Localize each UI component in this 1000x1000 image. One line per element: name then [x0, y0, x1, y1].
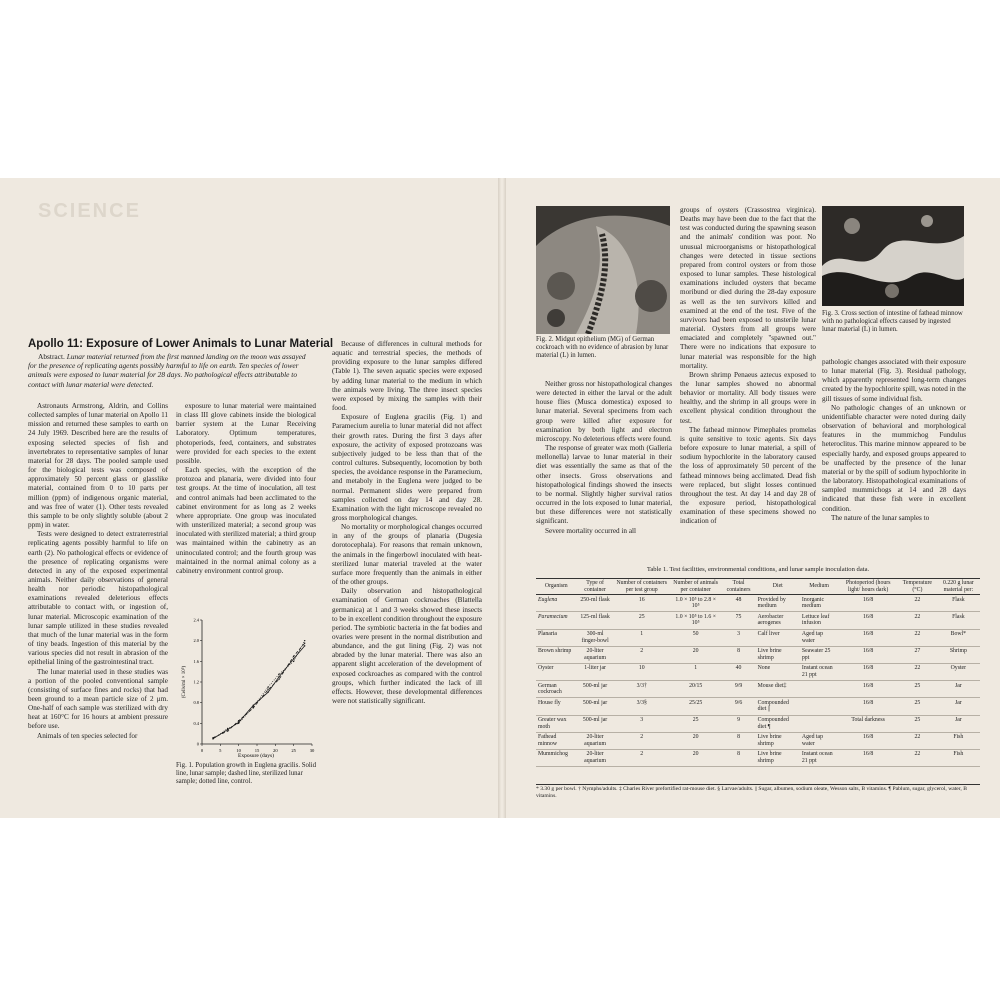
data-point [267, 686, 268, 687]
table-cell [800, 681, 838, 698]
table-cell: 300-ml finger-bowl [577, 629, 614, 646]
table-cell: 8 [722, 646, 756, 663]
column-4 [536, 380, 672, 536]
table-cell: Bowl* [937, 629, 980, 646]
table-cell: Live brine shrimp [756, 732, 800, 749]
x-tick-label: 15 [254, 748, 260, 753]
table-cell: 16/8 [838, 732, 898, 749]
paragraph: Brown shrimp Penaeus aztecus exposed to the lunar samples showed no abnormal behavior or mortality. All body tissues were healthy, and the shrimp in all groups were in excellent physical condition throughout the test. [680, 370, 816, 425]
table-header-cell: Temperature (°C) [898, 579, 937, 595]
data-point [304, 645, 305, 646]
table-cell: Greater wax moth [536, 715, 577, 732]
x-axis-label: Exposure (days) [238, 753, 274, 759]
figure-1-caption: Fig. 1. Population growth in Euglena gracilis. Solid line, lunar sample; dashed line, sterilized lunar sample; dotted line, control. [176, 762, 317, 786]
table-cell: 16 [614, 595, 670, 612]
table-cell: Live brine shrimp [756, 749, 800, 766]
table-cell: Fish [937, 749, 980, 766]
table-cell: Shrimp [937, 646, 980, 663]
data-point [293, 661, 294, 662]
paragraph: No pathologic changes of an unknown or unidentifiable character were noted during daily observation of behavioral and morphological features in the mummichog Fundulus heteroclitus. This marine minnow appeared to be especially hardy, and exposed groups appeared to be unaffected by the presence of the lunar material or by the spill of sodium hypochlorite in the laboratory. Histopathological examinations of sampled mummichogs at 14 and 28 days indicated that these fish were in excellent condition. [822, 403, 966, 513]
table-header-cell: Number of containers per test group [614, 579, 670, 595]
paragraph: exposure to lunar material were maintained in class III glove cabinets inside the biological barrier system at the Lunar Receiving Laboratory. Optimum temperatures, photoperiods, feed, containers, and substrates were provided for each species to the extent possible. [176, 402, 316, 465]
table-cell: Oyster [937, 663, 980, 680]
figure-2-caption: Fig. 2. Midgut epithelium (MG) of German cockroach with no evidence of abrasion by lunar material (L) in lumen. [536, 336, 669, 360]
table-cell: 25 [898, 715, 937, 732]
paragraph: Tests were designed to detect extraterrestrial replicating agents possibly harmful to life on earth (2). No pathological effects or evidence of the presence of replicating organisms were detected in any of the exposed experimental animals. Neither daily observations of general health nor periodic histopathological examinations revealed deleterious effects attributable to contact with, or ingestion of, lunar material. Microscopic examination of the lunar sample utilized in these studies revealed that much of the lunar material was in the form of tiny beads. Ingestion of this material by the various species did not result in abrasion of the epithelial lining of the gastrointestinal tract. [28, 530, 168, 667]
table-cell: 25 [898, 681, 937, 698]
abstract-label: Abstract. [38, 352, 65, 361]
data-point [212, 738, 213, 739]
table-header-cell: Organism [536, 579, 577, 595]
table-cell: 22 [898, 595, 937, 612]
data-point [267, 692, 268, 693]
table-cell: 20 [670, 732, 722, 749]
figure-3-micrograph [822, 206, 964, 306]
table-row [536, 595, 980, 612]
y-tick-label: 0.4 [193, 720, 199, 726]
table-cell: 1 [614, 629, 670, 646]
x-tick-label: 0 [200, 748, 204, 753]
table-cell: 3 [722, 629, 756, 646]
data-point [238, 720, 239, 721]
table-cell: 9/9 [722, 681, 756, 698]
table-cell: 20-liter aquarium [577, 646, 614, 663]
table-body [536, 595, 980, 767]
table-header-row [536, 579, 980, 595]
table-cell: 8 [722, 749, 756, 766]
data-point [304, 640, 305, 641]
figure-3-caption: Fig. 3. Cross section of intestine of fathead minnow with no pathological effects caused by ingested lunar material (L) in lumen. [822, 310, 963, 334]
table-cell: Lettuce leaf infusion [800, 612, 838, 629]
article-title: Apollo 11: Exposure of Lower Animals to Lunar Material [28, 338, 334, 350]
table-cell: 40 [722, 663, 756, 680]
y-tick-label: 0 [196, 741, 199, 747]
data-point [278, 676, 279, 677]
table-cell [800, 715, 838, 732]
table-cell: 16/8 [838, 749, 898, 766]
chart-axes [194, 618, 316, 754]
series-line-dashed [213, 643, 305, 738]
table-row [536, 663, 980, 680]
paragraph: The nature of the lunar samples to [831, 513, 930, 522]
table-cell: 3 [614, 715, 670, 732]
paragraph: Animals of ten species selected for [37, 731, 138, 740]
table-row [536, 715, 980, 732]
table-cell: Euglena [536, 595, 577, 612]
table-row [536, 698, 980, 715]
table-cell: 16/8 [838, 663, 898, 680]
table-cell: 1.0 × 10⁵ to 2.8 × 10⁵ [670, 595, 722, 612]
paragraph: Severe mortality occurred in all [545, 526, 637, 535]
table-cell: Brown shrimp [536, 646, 577, 663]
table-cell: 25 [670, 715, 722, 732]
paragraph: pathologic changes associated with their exposure to lunar material (Fig. 3). Residual pathology, which apparently represented long-term changes created by the hypochlorite spill, was noted in the gill tissues of some individual fish. [822, 358, 966, 403]
table-cell: Aerobacter aerogenes [756, 612, 800, 629]
table-cell: Fathead minnow [536, 732, 577, 749]
column-1 [28, 402, 168, 741]
table-cell: 500-ml jar [577, 715, 614, 732]
table-cell: Compounded diet ¶ [756, 715, 800, 732]
figure-1-chart [176, 612, 320, 760]
table-cell: Instant ocean 21 ppt [800, 663, 838, 680]
paragraph: No mortality or morphological changes occurred in any of the groups of planaria (Dugesia dorotocephala). For reasons that remain unknown, the animals in the fingerbowl inoculated with heat-sterilized lunar material traveled at the water surface more frequently than the animals in either of the other groups. [332, 523, 482, 587]
table-row [536, 681, 980, 698]
table-cell: 50 [670, 629, 722, 646]
table-cell: 75 [722, 612, 756, 629]
table-cell: 27 [898, 646, 937, 663]
y-tick-label: 1.2 [193, 679, 199, 685]
table-header-cell: Type of container [577, 579, 614, 595]
y-tick-label: 2.4 [193, 617, 199, 623]
table-cell: 2 [614, 646, 670, 663]
table-cell: 500-ml jar [577, 698, 614, 715]
data-point [227, 728, 228, 729]
table-cell: 3/3† [614, 681, 670, 698]
table-cell: House fly [536, 698, 577, 715]
table-cell: 25 [614, 612, 670, 629]
table-cell: Oyster [536, 663, 577, 680]
table-cell: 1.0 × 10⁵ to 1.6 × 10⁵ [670, 612, 722, 629]
table-cell: 250-ml flask [577, 595, 614, 612]
table-cell: Aged tap water [800, 732, 838, 749]
table-cell: Jar [937, 681, 980, 698]
table-cell: 1-liter jar [577, 663, 614, 680]
table-header-cell: Diet [756, 579, 800, 595]
table-cell: Flask [937, 612, 980, 629]
table-cell: Instant ocean 21 ppt [800, 749, 838, 766]
table-cell: Compounded diet || [756, 698, 800, 715]
table-cell: 20-liter aquarium [577, 749, 614, 766]
paragraph: Each species, with the exception of the protozoa and planaria, were divided into four test groups. At the time of inoculation, all test and control animals had been acclimated to the cabinet environment for as long as 2 weeks where appropriate. One group was inoculated with unsterilized material; a second group was inoculated with sterilized material; a third group was maintained within the cabinetry as an uninoculated control; and the fourth group was maintained in the normal animal colony as a cabinetry environment control group. [176, 466, 316, 575]
table-cell: 25 [898, 698, 937, 715]
table-cell: 9/6 [722, 698, 756, 715]
data-point [304, 643, 305, 644]
data-point [278, 674, 279, 675]
table-cell: Live brine shrimp [756, 646, 800, 663]
table-header-cell: Medium [800, 579, 838, 595]
paragraph: Neither gross nor histopathological changes were detected in either the larval or the adult house flies (Musca domestica) exposed to lunar material. Several specimens from each group were killed after exposure for examination by both light and electron microscopy. No deleterious effects were found. [536, 380, 672, 443]
paragraph: The fathead minnow Pimephales promelas is quite sensitive to toxic agents. Six days before exposure to lunar material, a spill of sodium hypochlorite in the laboratory caused the loss of approximately 50 percent of the fathead minnows being acclimated. Dead fish were replaced, but slight losses continued throughout the test. At day 14 and day 28 of the exposure period, histopathological examination of these specimens showed no indication of [680, 425, 816, 526]
x-tick-label: 30 [309, 748, 315, 753]
y-tick-label: 2.0 [193, 638, 199, 644]
table-row [536, 646, 980, 663]
table-cell: 16/8 [838, 646, 898, 663]
table-cell: 2 [614, 749, 670, 766]
table-cell: 125-ml flask [577, 612, 614, 629]
table-caption: Table 1. Test facilities, environmental conditions, and lunar sample inoculation data. [646, 566, 870, 573]
table-cell: 8 [722, 732, 756, 749]
abstract-text: Lunar material returned from the first manned landing on the moon was assayed for the presence of replicating agents possibly harmful to life on earth. Ten species of lower animals were exposed to lunar material for 28 days. No pathological effects attributable to contact with lunar material were detected. [28, 352, 306, 389]
table-cell: Total darkness [838, 715, 898, 732]
table-cell: 22 [898, 663, 937, 680]
data-point [238, 723, 239, 724]
paragraph: Because of differences in cultural methods for aquatic and terrestrial species, the methods of providing exposure to the lunar samples differed (Table 1). The seven aquatic species were exposed by adding lunar material to the medium in which the animals were living. The three insect species were exposed by mixing the samples with their food. [332, 340, 482, 413]
paragraph: The lunar material used in these studies was a portion of the pooled conventional sample (consisting of surface fines and rocks) that had been ground to a mean particle size of 2 μm. One-half of each sample was sterilized with dry heat at 160°C for 16 hours at ambient pressure before use. [28, 667, 168, 731]
table-cell: Mummichog [536, 749, 577, 766]
table-cell: Mouse diet‡ [756, 681, 800, 698]
data-point [267, 689, 268, 690]
table-cell: 1 [670, 663, 722, 680]
table-cell: Fish [937, 732, 980, 749]
table-header-cell: Number of animals per container [670, 579, 722, 595]
table-cell: Seawater 25 ppt [800, 646, 838, 663]
masthead-ghost: SCIENCE [38, 200, 141, 222]
table-cell: None [756, 663, 800, 680]
table-cell: German cockroach [536, 681, 577, 698]
table-1 [536, 578, 980, 767]
table-cell: Inorganic medium [800, 595, 838, 612]
data-point [253, 706, 254, 707]
table-cell [800, 698, 838, 715]
table-cell: Flask [937, 595, 980, 612]
series-line-dotted [213, 641, 305, 739]
paragraph: Daily observation and histopathological examination of German cockroaches (Blattella germanica) at 1 and 3 weeks showed these insects to be in excellent condition throughout the exposure period. The symbiotic bacteria in the fat bodies and ovaries were present in the normal distribution and abundance, and the gut lining (Fig. 2) was not abraded by the lunar material. There was also an apparent slight acceleration of the development of exposed cockroaches as compared with the control groups, which further indicated the lack of ill effects. However, these developmental differences were not statistically significant. [332, 587, 482, 706]
y-tick-label: 0.8 [193, 700, 199, 706]
table-cell: Calf liver [756, 629, 800, 646]
y-axis-label: (Cells/ml × 10⁵) [182, 665, 187, 699]
data-point [278, 679, 279, 680]
table-cell: 20 [670, 749, 722, 766]
table-cell: 16/8 [838, 629, 898, 646]
table-cell: 22 [898, 732, 937, 749]
table-cell: 16/8 [838, 698, 898, 715]
table-cell: 16/8 [838, 612, 898, 629]
table-header-cell: Total containers [722, 579, 756, 595]
gutter [498, 178, 506, 818]
paragraph: groups of oysters (Crassostrea virginica). Deaths may have been due to the fact that the test was conducted during the spawning season and the animals' condition was poor. No unusual microorganisms or histopathological changes were detected in tissue sections prepared from control oysters or from those exposed to lunar samples. These histological examinations included oysters that became moribund or died during the 28-day exposure as well as the ten survivors killed and examined at the end of the test. Five of the survivors had been exposed to unsterile lunar material. Oysters from all groups were emaciated and completely "spawned out." There were no indications that exposure to lunar material was responsible for the high mortality. [680, 206, 816, 370]
table-cell: Jar [937, 698, 980, 715]
x-tick-label: 20 [273, 748, 278, 753]
table-cell: Jar [937, 715, 980, 732]
paragraph: The response of greater wax moth (Galleria mellonella) larvae to lunar material in their diet was essentially the same as that of the other insects. Gross observations and histopathological findings showed the insects to be normal. Slightly higher survival ratios occurred in the lots exposed to lunar material, but these differences were not statistically significant. [536, 444, 672, 526]
table-row [536, 732, 980, 749]
table-cell: 16/8 [838, 681, 898, 698]
table-row [536, 749, 980, 766]
table-cell: Paramecium [536, 612, 577, 629]
table-header-cell: 0.220 g lunar material per: [937, 579, 980, 595]
table-cell: 20-liter aquarium [577, 732, 614, 749]
column-6 [822, 358, 966, 523]
table-cell: 22 [898, 612, 937, 629]
table-cell: 48 [722, 595, 756, 612]
x-tick-label: 10 [236, 748, 241, 753]
column-2 [176, 402, 316, 576]
table-cell: 500-ml jar [577, 681, 614, 698]
table-cell: Planaria [536, 629, 577, 646]
table-cell: 20 [670, 646, 722, 663]
data-point [227, 730, 228, 731]
table-cell: 25/25 [670, 698, 722, 715]
x-tick-label: 5 [219, 748, 222, 753]
figure-2-micrograph [536, 206, 670, 334]
y-tick-label: 1.6 [193, 658, 199, 664]
table-cell: Aged tap water [800, 629, 838, 646]
table-footnote: * 3.30 g per bowl. † Nymphs/adults. ‡ Charles River prefortified rat-mouse diet. § Larvae/adults. || Sugar, albumen, sodium oleate, Wesson salts, B vitamins. ¶ Pablum, sugar, glycerol, water, B vitamins. [536, 784, 980, 800]
table-cell: 9 [722, 715, 756, 732]
table-row [536, 629, 980, 646]
paragraph: Exposure of Euglena gracilis (Fig. 1) and Paramecium aurelia to lunar material did not affect their growth rates. During the first 3 days after exposure, the activity of exposed protozoans was subjectively judged to be less than that of the control cultures. Subsequently, locomotion by both species, the avoidance response in the Paramecium, and metaboly in the Euglena were judged to be normal. Permanent slides were prepared from samples collected on day 14 and day 28. Examination with the light microscope revealed no gross morphological changes. [332, 413, 482, 522]
table-cell: 3/3§ [614, 698, 670, 715]
data-point [293, 655, 294, 656]
table-header-cell: Photoperiod (hours light/ hours dark) [838, 579, 898, 595]
chart-series [212, 640, 305, 740]
table-cell: 2 [614, 732, 670, 749]
abstract [28, 352, 316, 389]
table-cell: Provided by medium [756, 595, 800, 612]
data-point [293, 658, 294, 659]
column-5 [680, 206, 816, 526]
column-3 [332, 340, 482, 706]
table-cell: 16/8 [838, 595, 898, 612]
table-cell: 10 [614, 663, 670, 680]
table-row [536, 612, 980, 629]
table-cell: 22 [898, 629, 937, 646]
x-tick-label: 25 [291, 748, 296, 753]
table-cell: 20/15 [670, 681, 722, 698]
table-cell: 22 [898, 749, 937, 766]
paragraph: Astronauts Armstrong, Aldrin, and Collins collected samples of lunar material on Apollo 11 mission and returned these samples to earth on 24 July 1969. Described here are the results of exposing selected species of fish and invertebrates to representative samples of lunar material for 28 days. The pooled sample used for the biological tests was composed of approximately 50 percent glass or glasslike material, contained from 0 to 10 parts per million (ppm) of indigenous organic material, and was free of water (1). Other tests revealed this sample to be only slightly soluble (about 2 ppm) in water. [28, 402, 168, 530]
